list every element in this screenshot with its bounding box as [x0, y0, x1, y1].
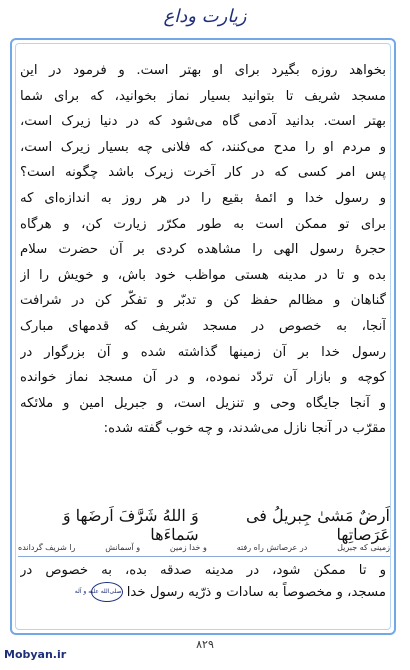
- text-line: مسجد، و مخصوصاً به سادات و ذرّیه رسول خدا صلی‌الله علیه و آله: [20, 582, 386, 604]
- translation-word: و خدا زمین: [169, 542, 207, 552]
- verse-part-second: وَ اللهُ شَرَّفَ اَرضَها وَ سَماءَها: [62, 506, 199, 544]
- text-line: و رسول خدا و ائمهٔ بقیع را در هر روز به اندازه‌ای که: [20, 190, 386, 206]
- divider: [18, 556, 390, 557]
- text-line: و آنجا جایگاه وحی و تنزیل است، و جبریل امین و ملائکه: [20, 395, 386, 411]
- verse-part-first: اَرضٌ مَشیٰ جِبریلُ فی عَرَصاتِها: [245, 506, 390, 544]
- text-line: رسول خدا بر آن زمینها گذاشته شده و آن بزرگوار در: [20, 344, 386, 360]
- main-paragraph: [20, 58, 386, 442]
- text-line: مسجد شریف تا بتوانید بسیار نماز بخوانید، که برای شما: [20, 88, 386, 104]
- continuation-paragraph: [20, 560, 386, 604]
- page-number: ۸۲۹: [196, 638, 214, 651]
- translation-word: در عرصاتش راه رفته: [236, 542, 308, 552]
- translation-word: زمینی که جبریل: [337, 542, 390, 552]
- text-line: بهتر است. بدانید آدمی گاه می‌شود که در دنیا زیرک است،: [20, 114, 386, 130]
- arabic-verse: [20, 506, 390, 544]
- text-line: بده و تا در مدینه هستی مواظب خود باش، و خویش را از: [20, 267, 386, 283]
- text-line: و تا ممکن شود، در مدینه صدقه بده، به خصوص در: [20, 563, 386, 578]
- site-brand: Mobyan.ir: [4, 648, 67, 661]
- text-line: و مردم او را مدح می‌کنند، که فلانی چه بسیار زیرک است،: [20, 139, 386, 155]
- verse-translation: [18, 540, 390, 554]
- text-line: پس امر کسی که در کار آخرت زیرک باشد چگونه است؟: [20, 165, 386, 181]
- page-title: زیارت وداع: [163, 6, 247, 27]
- text-line: گناهان و مظالم حفظ کن و تدبّر و تفکّر کن در شرافت: [20, 293, 386, 309]
- text-line: آنجا، به خصوص در مسجد شریف که قدمهای مبارک: [20, 318, 386, 334]
- text-line: مقرّب در آنجا نازل می‌شدند، و چه خوب گفته شده:: [103, 421, 386, 437]
- translation-word: را شریف گردانده: [18, 542, 76, 552]
- translation-word: و آسمانش: [105, 542, 141, 552]
- text-line: حجرهٔ رسول الهی را مشاهده کردی بر آن حضرت سلام: [20, 242, 386, 258]
- text-line: بخواهد روزه بگیرد برای او بهتر است. و فرمود در این: [20, 63, 386, 78]
- salawat-seal-icon: صلی‌الله علیه و آله: [91, 582, 123, 602]
- text-line: کوچه و بازار آن تردّد نموده، و در آن مسجد نماز خوانده: [20, 370, 386, 386]
- text-line: برای تو ممکن است به طور مکرّر زیارت کن، و هرگاه: [20, 216, 386, 232]
